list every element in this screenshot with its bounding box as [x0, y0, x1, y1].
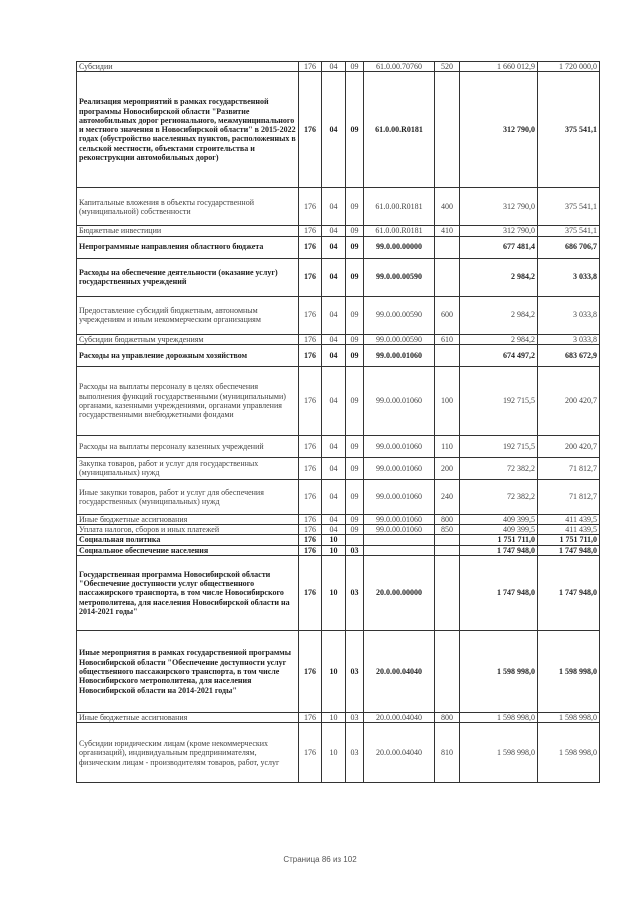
table-body — [77, 62, 600, 783]
expense-type-cell: 200 — [435, 457, 460, 479]
target-article-cell: 99.0.00.01060 — [364, 525, 435, 535]
ministry-code-cell: 176 — [299, 334, 322, 344]
ministry-code-cell: 176 — [299, 479, 322, 514]
target-article-cell: 61.0.00.R0181 — [364, 226, 435, 236]
expense-type-cell — [435, 556, 460, 631]
expense-type-cell — [435, 631, 460, 713]
section-code-cell: 04 — [322, 72, 346, 188]
expense-type-cell: 810 — [435, 723, 460, 783]
section-code-cell: 04 — [322, 366, 346, 435]
section-code-cell: 04 — [322, 479, 346, 514]
table-row — [77, 236, 600, 258]
expense-name-cell: Реализация мероприятий в рамках государственной программы Новосибирской области "Развитие автомобильных дорог регионального, межмуниципального и местного значения в Новосибирской области" в 2015-2022 годах (обустройство населенных пунктов, расположенных в сельской местности, объектами строительства и реконструкции автомобильных дорог) — [77, 72, 299, 188]
expense-name-cell: Социальное обеспечение населения — [77, 545, 299, 555]
amount-year2-cell: 411 439,5 — [538, 514, 600, 524]
table-row — [77, 72, 600, 188]
table-row — [77, 344, 600, 366]
target-article-cell: 20.0.00.04040 — [364, 631, 435, 713]
target-article-cell: 20.0.00.04040 — [364, 723, 435, 783]
target-article-cell: 99.0.00.01060 — [364, 435, 435, 457]
amount-year2-cell: 71 812,7 — [538, 479, 600, 514]
ministry-code-cell: 176 — [299, 514, 322, 524]
expense-name-cell: Иные бюджетные ассигнования — [77, 713, 299, 723]
ministry-code-cell: 176 — [299, 457, 322, 479]
expense-type-cell — [435, 236, 460, 258]
ministry-code-cell: 176 — [299, 226, 322, 236]
amount-year1-cell: 677 481,4 — [460, 236, 538, 258]
amount-year1-cell: 192 715,5 — [460, 366, 538, 435]
expense-type-cell — [435, 72, 460, 188]
section-code-cell: 04 — [322, 514, 346, 524]
table-row — [77, 723, 600, 783]
section-code-cell: 04 — [322, 258, 346, 296]
target-article-cell: 20.0.00.04040 — [364, 713, 435, 723]
section-code-cell: 04 — [322, 457, 346, 479]
table-row — [77, 188, 600, 226]
table-row — [77, 545, 600, 555]
ministry-code-cell: 176 — [299, 258, 322, 296]
subsection-code-cell — [346, 535, 364, 545]
ministry-code-cell: 176 — [299, 366, 322, 435]
target-article-cell: 99.0.00.01060 — [364, 457, 435, 479]
ministry-code-cell: 176 — [299, 72, 322, 188]
ministry-code-cell: 176 — [299, 723, 322, 783]
ministry-code-cell: 176 — [299, 713, 322, 723]
amount-year2-cell: 200 420,7 — [538, 435, 600, 457]
expense-name-cell: Расходы на выплаты персоналу в целях обеспечения выполнения функций государственными (муниципальными) органами, казенными учреждениями, органами управления государственными внебюджетными фондами — [77, 366, 299, 435]
amount-year1-cell: 1 598 998,0 — [460, 631, 538, 713]
table-row — [77, 226, 600, 236]
amount-year1-cell: 409 399,5 — [460, 514, 538, 524]
section-code-cell: 04 — [322, 236, 346, 258]
expense-type-cell: 240 — [435, 479, 460, 514]
table-row — [77, 296, 600, 334]
expense-name-cell: Субсидии бюджетным учреждениям — [77, 334, 299, 344]
ministry-code-cell: 176 — [299, 535, 322, 545]
ministry-code-cell: 176 — [299, 556, 322, 631]
amount-year2-cell: 375 541,1 — [538, 72, 600, 188]
ministry-code-cell: 176 — [299, 296, 322, 334]
table-row — [77, 457, 600, 479]
section-code-cell: 04 — [322, 334, 346, 344]
expense-name-cell: Иные бюджетные ассигнования — [77, 514, 299, 524]
expense-type-cell: 800 — [435, 713, 460, 723]
amount-year1-cell: 312 790,0 — [460, 226, 538, 236]
target-article-cell: 99.0.00.00590 — [364, 334, 435, 344]
amount-year1-cell: 1 747 948,0 — [460, 556, 538, 631]
subsection-code-cell: 09 — [346, 514, 364, 524]
expense-name-cell: Расходы на обеспечение деятельности (оказание услуг) государственных учреждений — [77, 258, 299, 296]
subsection-code-cell: 03 — [346, 631, 364, 713]
subsection-code-cell: 09 — [346, 525, 364, 535]
subsection-code-cell: 09 — [346, 72, 364, 188]
section-code-cell: 04 — [322, 296, 346, 334]
expense-name-cell: Уплата налогов, сборов и иных платежей — [77, 525, 299, 535]
expense-type-cell: 800 — [435, 514, 460, 524]
ministry-code-cell: 176 — [299, 188, 322, 226]
amount-year1-cell: 1 660 012,9 — [460, 62, 538, 72]
budget-table — [76, 61, 600, 783]
subsection-code-cell: 09 — [346, 457, 364, 479]
table-row — [77, 479, 600, 514]
amount-year1-cell: 1 751 711,0 — [460, 535, 538, 545]
subsection-code-cell: 09 — [346, 226, 364, 236]
target-article-cell: 61.0.00.70760 — [364, 62, 435, 72]
expense-name-cell: Предоставление субсидий бюджетным, автономным учреждениям и иным некоммерческим организациям — [77, 296, 299, 334]
table-row — [77, 713, 600, 723]
amount-year1-cell: 2 984,2 — [460, 296, 538, 334]
section-code-cell: 10 — [322, 713, 346, 723]
section-code-cell: 04 — [322, 226, 346, 236]
expense-name-cell: Закупка товаров, работ и услуг для государственных (муниципальных) нужд — [77, 457, 299, 479]
amount-year2-cell: 411 439,5 — [538, 525, 600, 535]
subsection-code-cell: 09 — [346, 258, 364, 296]
section-code-cell: 04 — [322, 344, 346, 366]
table-row — [77, 435, 600, 457]
amount-year1-cell: 72 382,2 — [460, 457, 538, 479]
target-article-cell: 99.0.00.00000 — [364, 236, 435, 258]
amount-year2-cell: 375 541,1 — [538, 226, 600, 236]
amount-year2-cell: 1 747 948,0 — [538, 545, 600, 555]
table-row — [77, 334, 600, 344]
target-article-cell: 99.0.00.01060 — [364, 344, 435, 366]
expense-name-cell: Расходы на управление дорожным хозяйством — [77, 344, 299, 366]
subsection-code-cell: 09 — [346, 479, 364, 514]
ministry-code-cell: 176 — [299, 62, 322, 72]
section-code-cell: 04 — [322, 188, 346, 226]
subsection-code-cell: 09 — [346, 334, 364, 344]
expense-name-cell: Субсидии — [77, 62, 299, 72]
ministry-code-cell: 176 — [299, 435, 322, 457]
amount-year2-cell: 686 706,7 — [538, 236, 600, 258]
expense-type-cell — [435, 258, 460, 296]
amount-year1-cell: 192 715,5 — [460, 435, 538, 457]
subsection-code-cell: 03 — [346, 556, 364, 631]
table-row — [77, 514, 600, 524]
target-article-cell — [364, 535, 435, 545]
expense-type-cell: 110 — [435, 435, 460, 457]
expense-name-cell: Непрограммные направления областного бюджета — [77, 236, 299, 258]
amount-year2-cell: 200 420,7 — [538, 366, 600, 435]
section-code-cell: 04 — [322, 435, 346, 457]
table-row — [77, 525, 600, 535]
amount-year1-cell: 409 399,5 — [460, 525, 538, 535]
expense-name-cell: Иные закупки товаров, работ и услуг для обеспечения государственных (муниципальных) нужд — [77, 479, 299, 514]
amount-year1-cell: 72 382,2 — [460, 479, 538, 514]
section-code-cell: 04 — [322, 525, 346, 535]
expense-type-cell — [435, 535, 460, 545]
amount-year2-cell: 3 033,8 — [538, 334, 600, 344]
target-article-cell: 99.0.00.00590 — [364, 296, 435, 334]
section-code-cell: 10 — [322, 545, 346, 555]
table-row — [77, 535, 600, 545]
amount-year1-cell: 1 598 998,0 — [460, 713, 538, 723]
subsection-code-cell: 09 — [346, 344, 364, 366]
amount-year1-cell: 2 984,2 — [460, 258, 538, 296]
expense-type-cell — [435, 344, 460, 366]
section-code-cell: 10 — [322, 556, 346, 631]
expense-type-cell — [435, 545, 460, 555]
ministry-code-cell: 176 — [299, 344, 322, 366]
expense-name-cell: Капитальные вложения в объекты государственной (муниципальной) собственности — [77, 188, 299, 226]
amount-year2-cell: 3 033,8 — [538, 258, 600, 296]
target-article-cell: 20.0.00.00000 — [364, 556, 435, 631]
ministry-code-cell: 176 — [299, 631, 322, 713]
subsection-code-cell: 09 — [346, 366, 364, 435]
section-code-cell: 10 — [322, 535, 346, 545]
amount-year2-cell: 71 812,7 — [538, 457, 600, 479]
amount-year1-cell: 1 747 948,0 — [460, 545, 538, 555]
subsection-code-cell: 03 — [346, 713, 364, 723]
amount-year2-cell: 1 598 998,0 — [538, 631, 600, 713]
amount-year2-cell: 1 747 948,0 — [538, 556, 600, 631]
expense-type-cell: 410 — [435, 226, 460, 236]
expense-type-cell: 100 — [435, 366, 460, 435]
expense-name-cell: Государственная программа Новосибирской области "Обеспечение доступности услуг общественного пассажирского транспорта, в том числе Новосибирского метрополитена, для населения Новосибирской области на 2014-2021 годы" — [77, 556, 299, 631]
amount-year2-cell: 1 598 998,0 — [538, 723, 600, 783]
amount-year2-cell: 375 541,1 — [538, 188, 600, 226]
expense-type-cell: 520 — [435, 62, 460, 72]
target-article-cell — [364, 545, 435, 555]
amount-year2-cell: 3 033,8 — [538, 296, 600, 334]
table-row — [77, 631, 600, 713]
expense-name-cell: Социальная политика — [77, 535, 299, 545]
amount-year1-cell: 1 598 998,0 — [460, 723, 538, 783]
amount-year1-cell: 312 790,0 — [460, 72, 538, 188]
expense-type-cell: 610 — [435, 334, 460, 344]
expense-name-cell: Иные мероприятия в рамках государственной программы Новосибирской области "Обеспечение доступности услуг общественного пассажирского транспорта, в том числе Новосибирского метрополитена, для населения Новосибирской области на 2014-2021 годы" — [77, 631, 299, 713]
table-row — [77, 258, 600, 296]
target-article-cell: 61.0.00.R0181 — [364, 72, 435, 188]
amount-year1-cell: 2 984,2 — [460, 334, 538, 344]
subsection-code-cell: 09 — [346, 188, 364, 226]
amount-year2-cell: 683 672,9 — [538, 344, 600, 366]
expense-type-cell: 600 — [435, 296, 460, 334]
table-row — [77, 556, 600, 631]
section-code-cell: 10 — [322, 631, 346, 713]
amount-year2-cell: 1 598 998,0 — [538, 713, 600, 723]
ministry-code-cell: 176 — [299, 525, 322, 535]
ministry-code-cell: 176 — [299, 236, 322, 258]
amount-year2-cell: 1 751 711,0 — [538, 535, 600, 545]
table-row — [77, 62, 600, 72]
table-row — [77, 366, 600, 435]
amount-year1-cell: 674 497,2 — [460, 344, 538, 366]
subsection-code-cell: 03 — [346, 723, 364, 783]
ministry-code-cell: 176 — [299, 545, 322, 555]
target-article-cell: 99.0.00.01060 — [364, 514, 435, 524]
subsection-code-cell: 09 — [346, 296, 364, 334]
expense-type-cell: 400 — [435, 188, 460, 226]
amount-year2-cell: 1 720 000,0 — [538, 62, 600, 72]
amount-year1-cell: 312 790,0 — [460, 188, 538, 226]
section-code-cell: 10 — [322, 723, 346, 783]
target-article-cell: 99.0.00.01060 — [364, 479, 435, 514]
expense-name-cell: Субсидии юридическим лицам (кроме некоммерческих организаций), индивидуальным предпринимателям, физическим лицам - производителям товаров, работ, услуг — [77, 723, 299, 783]
subsection-code-cell: 09 — [346, 62, 364, 72]
subsection-code-cell: 09 — [346, 236, 364, 258]
expense-name-cell: Бюджетные инвестиции — [77, 226, 299, 236]
section-code-cell: 04 — [322, 62, 346, 72]
subsection-code-cell: 09 — [346, 435, 364, 457]
page-footer: Страница 86 из 102 — [283, 855, 357, 864]
target-article-cell: 99.0.00.00590 — [364, 258, 435, 296]
expense-type-cell: 850 — [435, 525, 460, 535]
subsection-code-cell: 03 — [346, 545, 364, 555]
target-article-cell: 99.0.00.01060 — [364, 366, 435, 435]
expense-name-cell: Расходы на выплаты персоналу казенных учреждений — [77, 435, 299, 457]
target-article-cell: 61.0.00.R0181 — [364, 188, 435, 226]
